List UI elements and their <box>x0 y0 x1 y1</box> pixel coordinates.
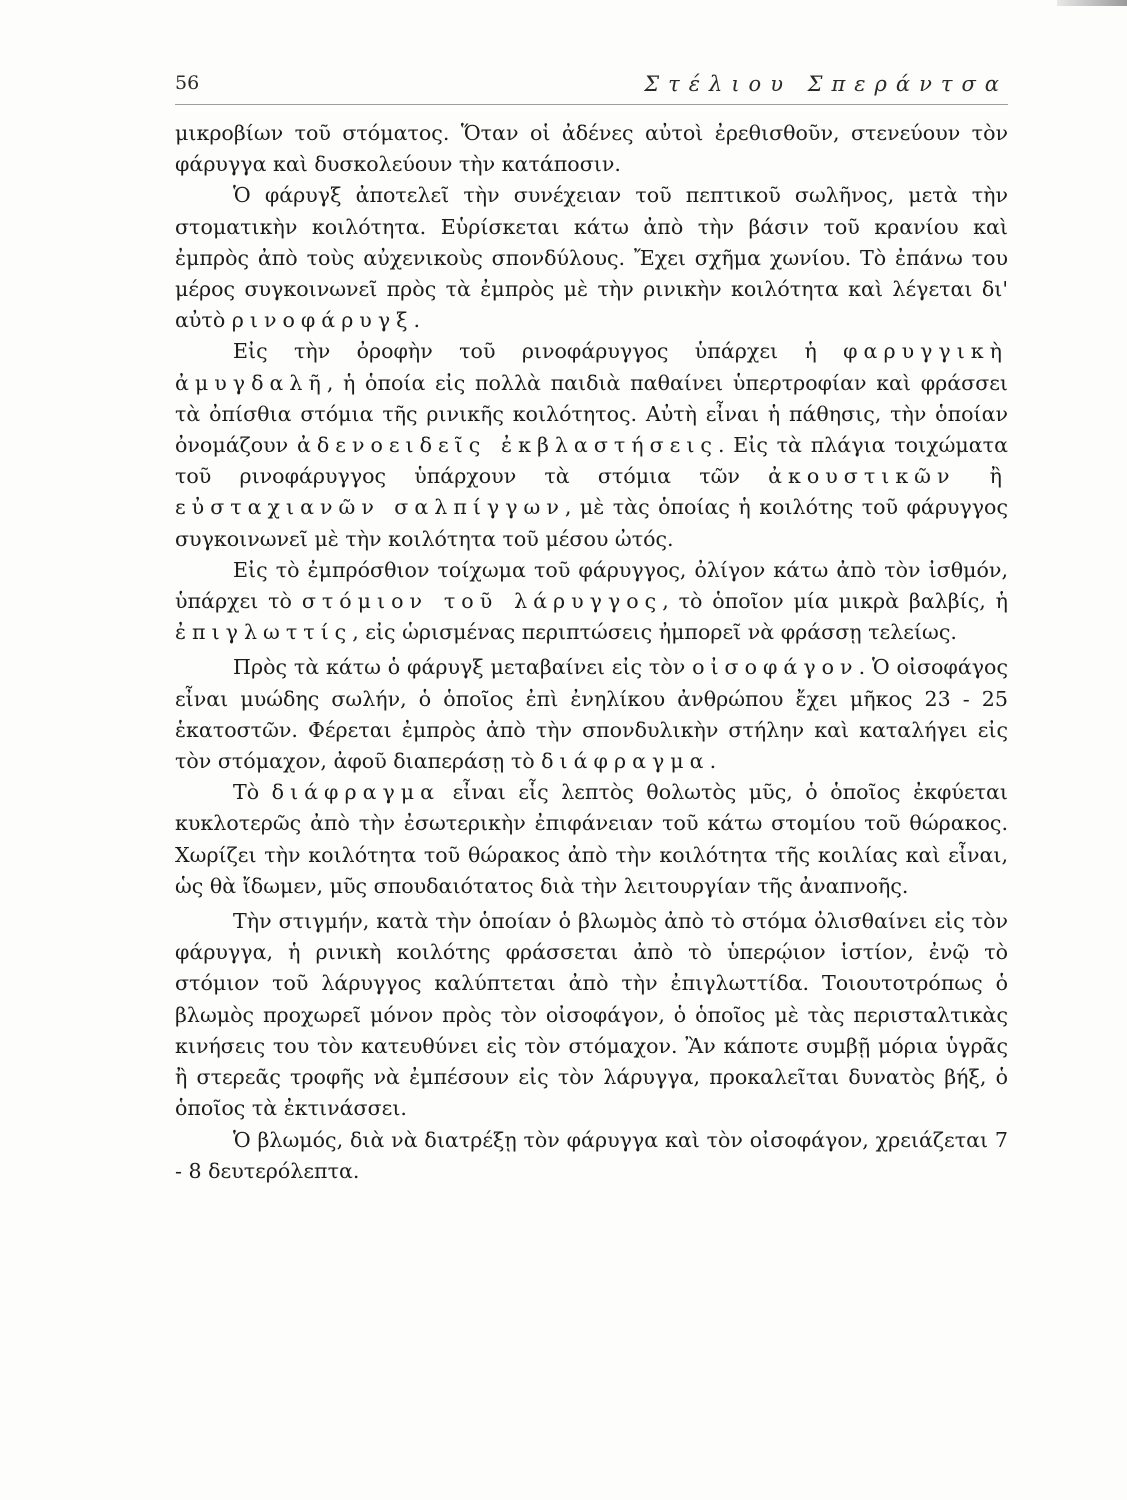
paragraph-7 <box>175 906 1008 1124</box>
term-spaced: στόμιον τοῦ λάρυγγος <box>301 589 663 614</box>
paragraph-2 <box>175 180 1008 336</box>
term-spaced: ρινοφάρυγξ <box>231 308 414 333</box>
text-segment: Ὁ βλωμός, διὰ νὰ διατρέξῃ τὸν φάρυγγα καὶ τὸν οἰσοφάγον, χρειάζεται 7 - 8 δευτερόλεπτα. <box>175 1127 1008 1183</box>
body-text <box>175 118 1008 1187</box>
term-spaced: φαρυγγικὴ ἀμυγδαλῆ <box>175 339 1008 395</box>
term-spaced: διάφραγμα <box>541 749 710 774</box>
text-segment: Ὁ φάρυγξ ἀποτελεῖ τὴν συνέχειαν τοῦ πεπτικοῦ σωλῆνος, μετὰ τὴν στοματικὴν κοιλότητα. Εὑρίσκεται κάτω ἀπὸ τὴν βάσιν τοῦ κρανίου καὶ ἐμπρὸς ἀπὸ τοὺς αὐχενικοὺς σπονδύλους. Ἔχει σχῆμα χωνίου. Τὸ ἐπάνω του μέρος συγκοινωνεῖ πρὸς τὰ ἐμπρὸς μὲ τὴν ρινικὴν κοιλότητα καὶ λέγεται δι' αὐτὸ <box>175 183 1008 333</box>
text-segment: , εἰς ὡρισμένας περιπτώσεις ἠμπορεῖ νὰ φράσσῃ τελείως. <box>352 620 957 645</box>
page-header <box>175 70 1008 104</box>
paragraph-5 <box>175 652 1008 777</box>
paragraph-3 <box>175 336 1008 554</box>
paragraph-1 <box>175 118 1008 180</box>
term-spaced: ἀκουστικῶν ἢ εὐσταχιανῶν σαλπίγγων <box>175 464 1008 520</box>
text-segment: Εἰς τὸ ἐμπρόσθιον τοίχωμα τοῦ φάρυγγος, ὀλίγον κάτω ἀπὸ τὸν ἰσθμόν, ὑπάρχει τὸ <box>175 557 1008 614</box>
term-spaced: οἰσοφάγον <box>692 655 859 680</box>
scan-edge-mark <box>1057 0 1127 6</box>
text-segment: , ἡ ὁποία εἰς πολλὰ παιδιὰ παθαίνει ὑπερτροφίαν καὶ φράσσει τὰ ὀπίσθια στόμια τῆς ρινικῆς κοιλότητος. Αὐτὴ εἶναι ἡ πάθησις, τὴν ὁποίαν ὀνομάζουν <box>175 370 1008 458</box>
text-segment: εἶναι εἷς λεπτὸς θολωτὸς μῦς, ὁ ὁποῖος ἐκφύεται κυκλοτερῶς ἀπὸ τὴν ἐσωτερικὴν ἐπιφάνειαν τοῦ κάτω στομίου τοῦ θώρακος. Χωρίζει τὴν κοιλότητα τοῦ θώρακος ἀπὸ τὴν κοιλότητα τῆς κοιλίας καὶ εἶναι, ὡς θὰ ἴδωμεν, μῦς σπουδαιότατος διὰ τὴν λειτουργίαν τῆς ἀναπνοῆς. <box>175 780 1008 898</box>
text-segment: Τὴν στιγμήν, κατὰ τὴν ὁποίαν ὁ βλωμὸς ἀπὸ τὸ στόμα ὀλισθαίνει εἰς τὸν φάρυγγα, ἡ ρινικὴ κοιλότης φράσσεται ἀπὸ τὸ ὑπερῴιον ἱστίον, ἐνῷ τὸ στόμιον τοῦ λάρυγγος καλύπτεται ἀπὸ τὴν ἐπιγλωττίδα. Τοιουτοτρόπως ὁ βλωμὸς προχωρεῖ μόνον πρὸς τὸν οἰσοφάγον, ὁ ὁποῖος μὲ τὰς περισταλτικὰς κινήσεις του τὸν κατευθύνει εἰς τὸν στόμαχον. Ἂν κάποτε συμβῇ μόρια ὑγρᾶς ἢ στερεᾶς τροφῆς νὰ ἐμπέσουν εἰς τὸν λάρυγγα, προκαλεῖται δυνατὸς βήξ, ὁ ὁποῖος τὰ ἐκτινάσσει. <box>175 909 1008 1121</box>
paragraph-4 <box>175 555 1008 649</box>
term-spaced: ἀδενοειδεῖς ἐκβλαστήσεις <box>296 433 718 458</box>
paragraph-8 <box>175 1125 1008 1187</box>
page-number: 56 <box>175 72 200 94</box>
paragraph-6 <box>175 777 1008 902</box>
text-segment: Εἰς τὴν ὀροφὴν τοῦ ρινοφάρυγγος ὑπάρχει ἡ <box>233 339 844 364</box>
text-segment: , τὸ ὁποῖον μία μικρὰ βαλβίς, ἡ <box>662 589 1008 614</box>
text-segment: . <box>413 308 421 333</box>
term-spaced: διάφραγμα <box>271 780 441 805</box>
text-segment: , μὲ τὰς ὁποίας ἡ κοιλότης τοῦ φάρυγγος συγκοινωνεῖ μὲ τὴν κοιλότητα τοῦ μέσου ὠτός. <box>175 495 1008 551</box>
text-segment: Πρὸς τὰ κάτω ὁ φάρυγξ μεταβαίνει εἰς τὸν <box>233 655 693 680</box>
text-segment: . Εἰς τὰ πλάγια τοιχώματα τοῦ ρινοφάρυγγος ὑπάρχουν τὰ στόμια τῶν <box>175 433 1008 489</box>
text-segment: . <box>709 749 717 774</box>
term-spaced: ἐπιγλωττίς <box>175 620 353 645</box>
running-head: Στέλιου Σπεράντσα <box>644 72 1008 96</box>
header-rule <box>175 104 1008 105</box>
text-segment: Τὸ <box>233 780 272 805</box>
text-segment: μικροβίων τοῦ στόματος. Ὅταν οἱ ἀδένες αὐτοὶ ἐρεθισθοῦν, στενεύουν τὸν φάρυγγα καὶ δυσκολεύουν τὴν κατάποσιν. <box>175 121 1008 177</box>
text-segment: . Ὁ οἰσοφάγος εἶναι μυώδης σωλήν, ὁ ὁποῖος ἐπὶ ἐνηλίκου ἀνθρώπου ἔχει μῆκος 23 - 25 ἑκατοστῶν. Φέρεται ἐμπρὸς ἀπὸ τὴν σπονδυλικὴν στήλην καὶ καταλήγει εἰς τὸν στόμαχον, ἀφοῦ διαπεράσῃ τὸ <box>175 655 1008 774</box>
